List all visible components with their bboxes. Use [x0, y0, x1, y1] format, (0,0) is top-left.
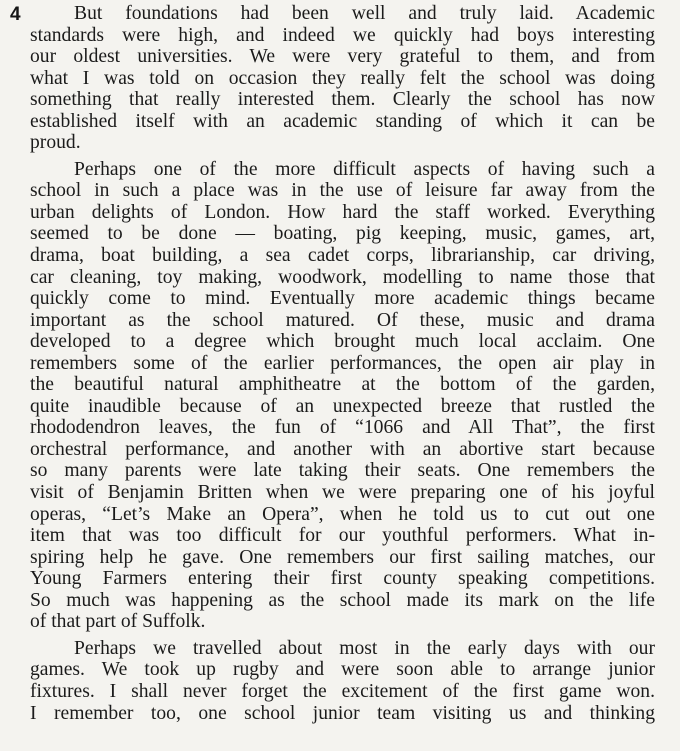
text-line: standards were high, and indeed we quickly had boys interesting [30, 24, 655, 46]
text-line: So much was happening as the school made its mark on the life [30, 589, 655, 611]
text-line: visit of Benjamin Britten when we were preparing one of his joyful [30, 482, 655, 504]
text-line: remembers some of the earlier performances, the open air play in [30, 352, 655, 374]
text-line: important as the school matured. Of these, music and drama [30, 309, 655, 331]
text-line: rhododendron leaves, the fun of “1066 and All That”, the first [30, 417, 655, 439]
paragraph-travel [30, 638, 655, 724]
text-line: of that part of Suffolk. [30, 611, 206, 633]
text-line: spiring help he gave. One remembers our first sailing matches, our [30, 546, 655, 568]
text-line: school in such a place was in the use of leisure far away from the [30, 180, 655, 202]
paragraph-foundations [30, 3, 655, 154]
text-line: quite inaudible because of an unexpected breeze that rustled the [30, 395, 655, 417]
text-line: operas, “Let’s Make an Opera”, when he told us to cut out one [30, 503, 655, 525]
text-line: orchestral performance, and another with an abortive start because [30, 438, 655, 460]
text-line: quickly come to mind. Eventually more academic things became [30, 288, 655, 310]
text-line: Young Farmers entering their first county speaking competitions. [30, 568, 655, 590]
text-line: something that really interested them. Clearly the school has now [30, 89, 655, 111]
text-line: fixtures. I shall never forget the excitement of the first game won. [30, 680, 655, 702]
text-line: the beautiful natural amphitheatre at the bottom of the garden, [30, 374, 655, 396]
text-line: our oldest universities. We were very grateful to them, and from [30, 46, 655, 68]
text-line: But foundations had been well and truly laid. Academic [74, 3, 655, 24]
body-text [30, 3, 655, 724]
text-line: what I was told on occasion they really felt the school was doing [30, 67, 655, 89]
text-line: developed to a degree which brought much local acclaim. One [30, 331, 655, 353]
text-line: established itself with an academic standing of which it can be [30, 110, 655, 132]
text-line: car cleaning, toy making, woodwork, modelling to name those that [30, 266, 655, 288]
text-line: proud. [30, 132, 81, 154]
text-line: urban delights of London. How hard the staff worked. Everything [30, 201, 655, 223]
paragraph-leisure [30, 159, 655, 633]
text-line: so many parents were late taking their seats. One remembers the [30, 460, 655, 482]
text-line: Perhaps we travelled about most in the early days with our [74, 637, 655, 659]
text-line: I remember too, one school junior team visiting us and thinking [30, 702, 655, 724]
text-line: item that was too difficult for our youthful performers. What in- [30, 525, 655, 547]
text-line: games. We took up rugby and were soon able to arrange junior [30, 659, 655, 681]
text-line: Perhaps one of the more difficult aspects of having such a [74, 158, 655, 180]
text-line: seemed to be done — boating, pig keeping, music, games, art, [30, 223, 655, 245]
text-line: drama, boat building, a sea cadet corps, librarianship, car driving, [30, 245, 655, 267]
page-number: 4 [10, 4, 21, 25]
